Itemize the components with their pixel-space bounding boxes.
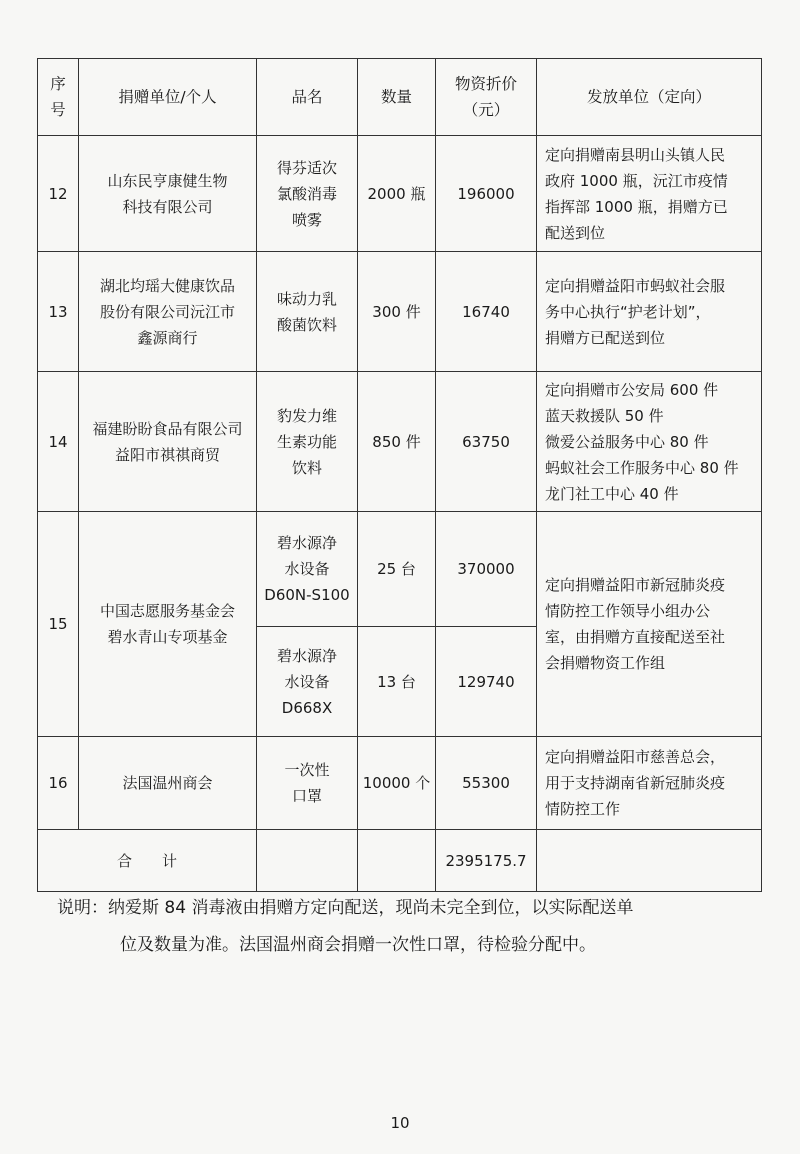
row-qty: 850 件 <box>358 372 436 512</box>
row-recipient: 定向捐赠益阳市蚂蚁社会服 务中心执行“护老计划”， 捐赠方已配送到位 <box>537 252 762 372</box>
row-qty: 2000 瓶 <box>358 136 436 252</box>
row-donor: 湖北均瑶大健康饮品 股份有限公司沅江市 鑫源商行 <box>79 252 257 372</box>
row-no: 12 <box>38 136 79 252</box>
row-item: 碧水源净 水设备 D60N-S100 <box>257 512 358 627</box>
row-recipient: 定向捐赠南县明山头镇人民 政府 1000 瓶，沅江市疫情 指挥部 1000 瓶，捐赠方已 配送到位 <box>537 136 762 252</box>
row-value: 370000 <box>436 512 537 627</box>
row-donor: 福建盼盼食品有限公司 益阳市祺祺商贸 <box>79 372 257 512</box>
table-row <box>38 512 762 627</box>
footnote-line-1: 说明：纳爱斯 84 消毒液由捐赠方定向配送，现尚未完全到位，以实际配送单 <box>57 898 634 918</box>
total-empty-cell <box>358 830 436 892</box>
table-row <box>38 252 762 372</box>
header-item-name: 品名 <box>257 59 358 136</box>
row-item: 碧水源净 水设备 D668X <box>257 627 358 737</box>
row-recipient: 定向捐赠市公安局 600 件 蓝天救援队 50 件 微爱公益服务中心 80 件 蚂蚁社会工作服务中心 80 件 龙门社工中心 40 件 <box>537 372 762 512</box>
row-qty: 300 件 <box>358 252 436 372</box>
table-row <box>38 136 762 252</box>
header-recipient: 发放单位（定向） <box>537 59 762 136</box>
row-recipient: 定向捐赠益阳市慈善总会， 用于支持湖南省新冠肺炎疫 情防控工作 <box>537 737 762 830</box>
row-donor: 法国温州商会 <box>79 737 257 830</box>
footnote <box>57 890 757 964</box>
row-item: 一次性 口罩 <box>257 737 358 830</box>
total-value: 2395175.7 <box>436 830 537 892</box>
row-recipient: 定向捐赠益阳市新冠肺炎疫 情防控工作领导小组办公 室，由捐赠方直接配送至社 会捐赠物资工作组 <box>537 512 762 737</box>
row-no: 14 <box>38 372 79 512</box>
row-donor: 山东民亨康健生物 科技有限公司 <box>79 136 257 252</box>
total-label: 合 计 <box>38 830 257 892</box>
page-number: 10 <box>390 1114 410 1132</box>
row-value: 63750 <box>436 372 537 512</box>
footnote-line-2: 位及数量为准。法国温州商会捐赠一次性口罩，待检验分配中。 <box>120 935 596 955</box>
header-donor: 捐赠单位/个人 <box>79 59 257 136</box>
table-row <box>38 737 762 830</box>
row-item: 味动力乳 酸菌饮料 <box>257 252 358 372</box>
row-value: 55300 <box>436 737 537 830</box>
total-empty-cell <box>257 830 358 892</box>
row-no: 16 <box>38 737 79 830</box>
row-no: 15 <box>38 512 79 737</box>
row-qty: 10000 个 <box>358 737 436 830</box>
row-value: 196000 <box>436 136 537 252</box>
table-row <box>38 372 762 512</box>
row-item: 豹发力维 生素功能 饮料 <box>257 372 358 512</box>
donation-table <box>37 58 762 892</box>
header-serial-no: 序 号 <box>38 59 79 136</box>
row-qty: 25 台 <box>358 512 436 627</box>
row-value: 16740 <box>436 252 537 372</box>
row-value: 129740 <box>436 627 537 737</box>
header-value: 物资折价 （元） <box>436 59 537 136</box>
header-quantity: 数量 <box>358 59 436 136</box>
row-item: 得芬适次 氯酸消毒 喷雾 <box>257 136 358 252</box>
row-donor: 中国志愿服务基金会 碧水青山专项基金 <box>79 512 257 737</box>
table-total-row <box>38 830 762 892</box>
table-header-row <box>38 59 762 136</box>
row-no: 13 <box>38 252 79 372</box>
row-qty: 13 台 <box>358 627 436 737</box>
total-empty-cell <box>537 830 762 892</box>
